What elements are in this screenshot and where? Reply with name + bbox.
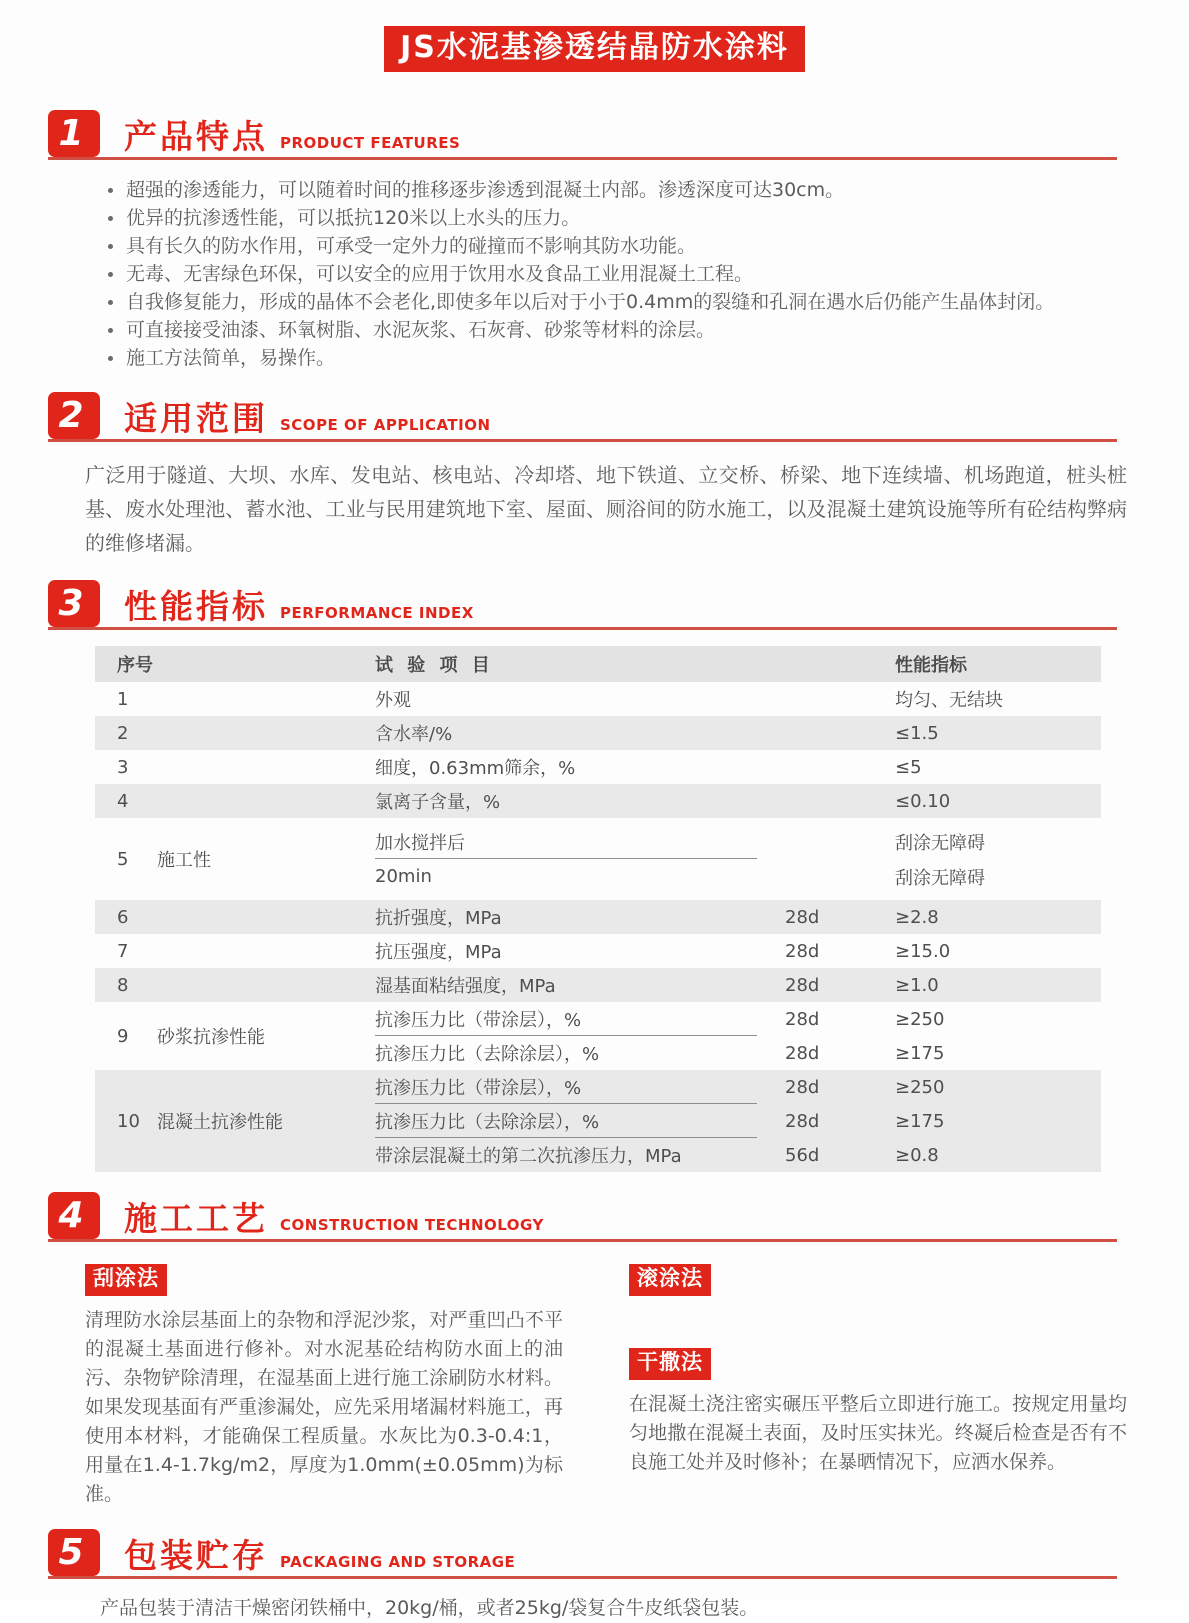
section-number-badge: 5 <box>48 1529 100 1576</box>
performance-table <box>95 646 1101 1172</box>
method-spacer <box>629 1306 1127 1348</box>
table-row <box>95 682 1101 716</box>
cell-test-item: 抗渗压力比（带涂层），% <box>375 1002 785 1036</box>
section-header-performance <box>48 580 1117 630</box>
packaging-paragraph: 产品包装于清洁干燥密闭铁桶中，20kg/桶，或者25kg/袋复合牛皮纸袋包装。 <box>100 1597 759 1619</box>
cell-test-item: 细度，0.63mm筛余，% <box>375 758 576 779</box>
cell-subrows <box>375 900 1101 934</box>
cell-age: 28d <box>785 1076 820 1098</box>
cell-subrows <box>375 824 1101 894</box>
cell-test-item: 带涂层混凝土的第二次抗渗压力，MPa <box>375 1146 682 1167</box>
method-tag-scrape: 刮涂法 <box>85 1264 167 1296</box>
cell-subrows <box>375 682 1101 716</box>
cell-age: 28d <box>785 1042 820 1064</box>
table-subrow <box>375 900 1101 934</box>
cell-index: ≥2.8 <box>895 906 939 928</box>
cell-test-item: 湿基面粘结强度，MPa <box>375 976 556 997</box>
method-column-right <box>629 1264 1127 1509</box>
cell-test-item: 抗渗压力比（带涂层），% <box>375 1070 785 1104</box>
cell-subrows <box>375 968 1101 1002</box>
cell-age: 28d <box>785 940 820 962</box>
table-subrow <box>375 824 1101 859</box>
page-title: JS水泥基渗透结晶防水涂料 <box>384 26 805 72</box>
method-tag-roll: 滚涂法 <box>629 1264 711 1296</box>
header-subrow <box>375 647 1101 681</box>
section-title: 包装贮存 <box>124 1536 268 1575</box>
cell-test-item: 加水搅拌后 <box>375 824 785 859</box>
cell-subrows <box>375 784 1101 818</box>
cell-no: 2 <box>117 722 129 744</box>
section-title: 适用范围 <box>124 399 268 438</box>
section-subtitle: SCOPE OF APPLICATION <box>280 416 491 434</box>
table-row <box>95 818 1101 900</box>
cell-no: 10 <box>117 1110 140 1132</box>
section-title: 产品特点 <box>124 117 268 156</box>
cell-category: 施工性 <box>157 850 211 871</box>
cell-age: 28d <box>785 906 820 928</box>
table-row <box>95 1002 1101 1070</box>
cell-no: 8 <box>117 974 129 996</box>
cell-age: 28d <box>785 974 820 996</box>
cell-test-item: 抗渗压力比（去除涂层），% <box>375 1044 600 1065</box>
section-subtitle: PERFORMANCE INDEX <box>280 604 474 622</box>
cell-index: ≥175 <box>895 1110 945 1132</box>
cell-index: ≤0.10 <box>895 790 951 812</box>
table-row <box>95 716 1101 750</box>
cell-subrows <box>375 934 1101 968</box>
cell-no: 4 <box>117 790 129 812</box>
cell-age: 28d <box>785 1110 820 1132</box>
feature-bullet: 优异的抗渗透性能，可以抵抗120米以上水头的压力。 <box>104 204 1129 232</box>
cell-subrows <box>375 716 1101 750</box>
cell-no: 3 <box>117 756 129 778</box>
cell-test-item: 抗渗压力比（去除涂层），% <box>375 1104 785 1138</box>
cell-index: ≤1.5 <box>895 722 939 744</box>
title-row <box>0 0 1189 72</box>
table-header-row <box>95 646 1101 682</box>
section-subtitle: PACKAGING AND STORAGE <box>280 1553 516 1571</box>
method-text-dry-sprinkle: 在混凝土浇注密实碾压平整后立即进行施工。按规定用量均匀地撒在混凝土表面，及时压实抹光。终凝后检查是否有不良施工处并及时修补；在暴晒情况下，应洒水保养。 <box>629 1393 1127 1473</box>
cell-index: 均匀、无结块 <box>895 690 1003 711</box>
col-header-no: 序号 <box>117 655 153 676</box>
scope-paragraph: 广泛用于隧道、大坝、水库、发电站、核电站、冷却塔、地下铁道、立交桥、桥梁、地下连续墙、机场跑道，桩头桩基、废水处理池、蓄水池、工业与民用建筑地下室、屋面、厕浴间的防水施工，以及混凝土建筑设施等所有砼结构弊病的维修堵漏。 <box>85 463 1127 555</box>
section-header-construction <box>48 1192 1117 1242</box>
feature-bullet: 施工方法简单，易操作。 <box>104 344 1129 372</box>
cell-age: 28d <box>785 1008 820 1030</box>
feature-bullet: 超强的渗透能力，可以随着时间的推移逐步渗透到混凝土内部。渗透深度可达30cm。 <box>104 176 1129 204</box>
header-subrows <box>375 647 1101 681</box>
cell-no: 6 <box>117 906 129 928</box>
col-header-item: 试 验 项 目 <box>375 655 494 676</box>
section-number-badge: 1 <box>48 110 100 157</box>
cell-no: 1 <box>117 688 129 710</box>
table-subrow <box>375 716 1101 750</box>
cell-subrows <box>375 750 1101 784</box>
cell-index: ≥0.8 <box>895 1144 939 1166</box>
section-subtitle: PRODUCT FEATURES <box>280 134 461 152</box>
cell-test-item: 氯离子含量，% <box>375 792 501 813</box>
cell-test-item: 抗压强度，MPa <box>375 942 502 963</box>
section-header-scope <box>48 392 1117 442</box>
cell-index: ≥15.0 <box>895 940 951 962</box>
cell-test-item: 20min <box>375 866 432 887</box>
feature-list <box>104 176 1129 372</box>
table-subrow <box>375 682 1101 716</box>
feature-bullet: 可直接接受油漆、环氧树脂、水泥灰浆、石灰膏、砂浆等材料的涂层。 <box>104 316 1129 344</box>
table-row <box>95 1070 1101 1172</box>
method-text-scrape: 清理防水涂层基面上的杂物和浮泥沙浆，对严重凹凸不平的混凝土基面进行修补。对水泥基砼结构防水面上的油污、杂物铲除清理，在湿基面上进行施工涂刷防水材料。如果发现基面有严重渗漏处，应先采用堵漏材料施工，再使用本材料，才能确保工程质量。水灰比为0.3-0.4:1，用量在1.4-1.7kg/m2，厚度为1.0mm(±0.05mm)为标准。 <box>85 1309 563 1505</box>
table-subrow <box>375 1002 1101 1036</box>
cell-index: 刮涂无障碍 <box>895 867 985 889</box>
section-number-badge: 3 <box>48 580 100 627</box>
section-header-features <box>48 110 1117 160</box>
construction-methods <box>85 1264 1127 1509</box>
table-subrow <box>375 1138 1101 1172</box>
table-row <box>95 934 1101 968</box>
method-column-left <box>85 1264 563 1509</box>
cell-category: 混凝土抗渗性能 <box>157 1112 283 1133</box>
table-row <box>95 900 1101 934</box>
section-number-badge: 4 <box>48 1192 100 1239</box>
cell-index: 刮涂无障碍 <box>895 832 985 854</box>
cell-no: 9 <box>117 1025 129 1047</box>
cell-age: 56d <box>785 1144 820 1166</box>
feature-bullet: 具有长久的防水作用，可承受一定外力的碰撞而不影响其防水功能。 <box>104 232 1129 260</box>
cell-index: ≥250 <box>895 1076 945 1098</box>
table-subrow <box>375 859 1101 894</box>
section-title: 性能指标 <box>124 587 268 626</box>
table-subrow <box>375 934 1101 968</box>
table-subrow <box>375 1036 1101 1070</box>
feature-bullet: 自我修复能力，形成的晶体不会老化,即使多年以后对于小于0.4mm的裂缝和孔洞在遇水后仍能产生晶体封闭。 <box>104 288 1129 316</box>
cell-test-item: 抗折强度，MPa <box>375 908 502 929</box>
method-tag-dry-sprinkle: 干撒法 <box>629 1348 711 1380</box>
section-header-packaging <box>48 1529 1117 1579</box>
section-subtitle: CONSTRUCTION TECHNOLOGY <box>280 1216 544 1234</box>
cell-index: ≥1.0 <box>895 974 939 996</box>
table-row <box>95 968 1101 1002</box>
cell-no: 5 <box>117 848 129 870</box>
table-subrow <box>375 1070 1101 1104</box>
table-subrow <box>375 1104 1101 1138</box>
cell-index: ≤5 <box>895 756 922 778</box>
cell-test-item: 含水率/% <box>375 724 453 745</box>
col-header-index: 性能指标 <box>895 655 967 676</box>
section-number-badge: 2 <box>48 392 100 439</box>
feature-bullet: 无毒、无害绿色环保，可以安全的应用于饮用水及食品工业用混凝土工程。 <box>104 260 1129 288</box>
cell-index: ≥250 <box>895 1008 945 1030</box>
section-title: 施工工艺 <box>124 1199 268 1238</box>
cell-subrows <box>375 1002 1101 1070</box>
table-subrow <box>375 968 1101 1002</box>
table-row <box>95 784 1101 818</box>
cell-no: 7 <box>117 940 129 962</box>
cell-category: 砂浆抗渗性能 <box>157 1027 265 1048</box>
table-subrow <box>375 750 1101 784</box>
table-row <box>95 750 1101 784</box>
cell-index: ≥175 <box>895 1042 945 1064</box>
table-subrow <box>375 784 1101 818</box>
cell-subrows <box>375 1070 1101 1172</box>
cell-test-item: 外观 <box>375 690 411 711</box>
